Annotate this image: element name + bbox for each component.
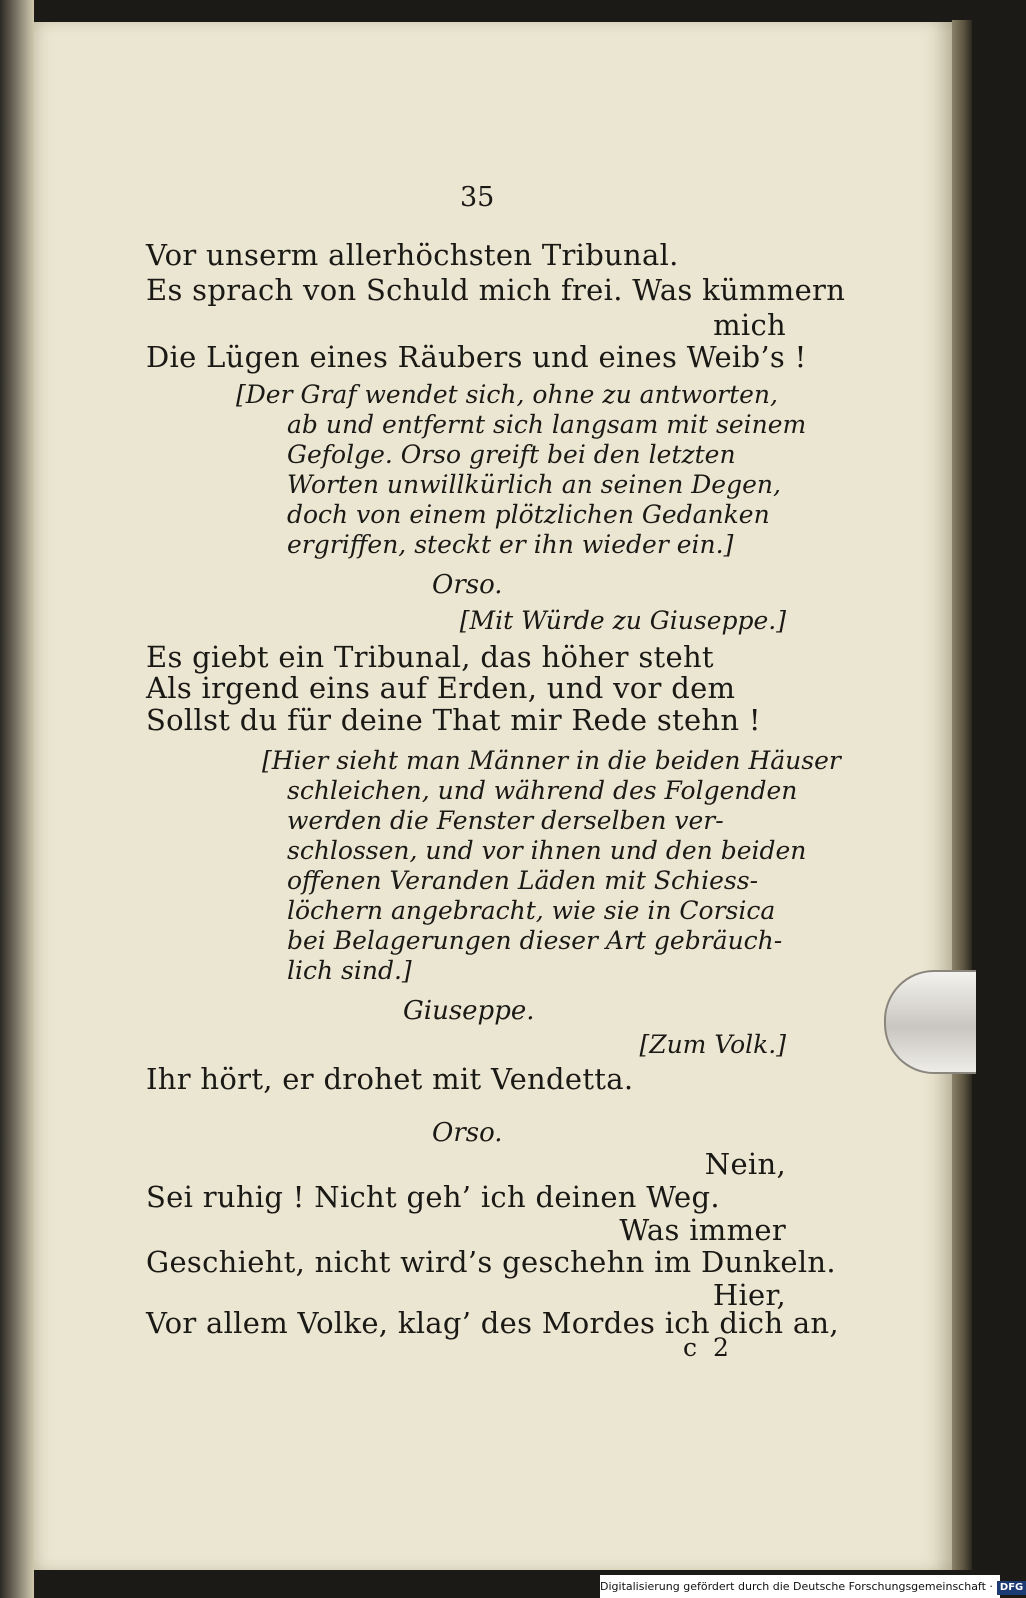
speaker-name: Orso. <box>432 570 503 600</box>
signature-mark: c 2 <box>683 1333 733 1362</box>
stage-direction-line: [Mit Würde zu Giuseppe.] <box>459 606 786 635</box>
stage-direction-line: bei Belagerungen dieser Art gebräuch- <box>287 926 783 955</box>
stage-direction-line: offenen Veranden Läden mit Schiess- <box>287 866 759 895</box>
verse-line: Nein, <box>704 1147 786 1181</box>
verse-line: Vor unserm allerhöchsten Tribunal. <box>146 238 679 272</box>
verse-line: Geschieht, nicht wird’s geschehn im Dunkeln. <box>146 1245 836 1279</box>
stage-direction-line: löchern angebracht, wie sie in Corsica <box>287 896 776 925</box>
page-number: 35 <box>460 182 495 213</box>
verse-line: Vor allem Volke, klag’ des Mordes ich dich an, <box>146 1306 839 1340</box>
stage-direction-line: schlossen, und vor ihnen und den beiden <box>287 836 807 865</box>
stage-direction-line: schleichen, und während des Folgenden <box>287 776 798 805</box>
stage-direction-line: lich sind.] <box>287 956 412 985</box>
verse-line: Was immer <box>619 1213 786 1247</box>
stage-direction-line: werden die Fenster derselben ver- <box>287 806 724 835</box>
verse-line: Die Lügen eines Räubers und eines Weib’s ! <box>146 340 807 374</box>
stage-direction-line: [Zum Volk.] <box>639 1030 786 1059</box>
speaker-name: Orso. <box>432 1118 503 1148</box>
stage-direction-line: Worten unwillkürlich an seinen Degen, <box>287 470 781 499</box>
stage-direction-line: [Der Graf wendet sich, ohne zu antworten, <box>236 380 778 409</box>
right-page-edge <box>952 20 972 1570</box>
page-clip <box>884 970 976 1074</box>
footer-text: Digitalisierung gefördert durch die Deutsche Forschungsgemeinschaft · <box>600 1580 993 1593</box>
speaker-name: Giuseppe. <box>403 996 535 1026</box>
verse-line: Es giebt ein Tribunal, das höher steht <box>146 640 714 674</box>
verse-line: mich <box>713 308 786 342</box>
stage-direction-line: Gefolge. Orso greift bei den letzten <box>287 440 736 469</box>
footer-bar <box>600 1575 1024 1598</box>
verse-line: Hier, <box>712 1278 786 1312</box>
verse-line: Sollst du für deine That mir Rede stehn ! <box>146 703 761 737</box>
verse-line: Als irgend eins auf Erden, und vor dem <box>146 671 736 705</box>
verse-line: Ihr hört, er drohet mit Vendetta. <box>146 1062 634 1096</box>
verse-line: Es sprach von Schuld mich frei. Was kümmern <box>146 273 846 307</box>
left-page-edge <box>0 0 34 1598</box>
stage-direction-line: doch von einem plötzlichen Gedanken <box>287 500 770 529</box>
dfg-logo: DFG <box>997 1581 1026 1595</box>
stage-direction-line: ab und entfernt sich langsam mit seinem <box>287 410 807 439</box>
stage-direction-line: ergriffen, steckt er ihn wieder ein.] <box>287 530 734 559</box>
stage-direction-line: [Hier sieht man Männer in die beiden Häuser <box>262 746 841 775</box>
verse-line: Sei ruhig ! Nicht geh’ ich deinen Weg. <box>146 1180 720 1214</box>
